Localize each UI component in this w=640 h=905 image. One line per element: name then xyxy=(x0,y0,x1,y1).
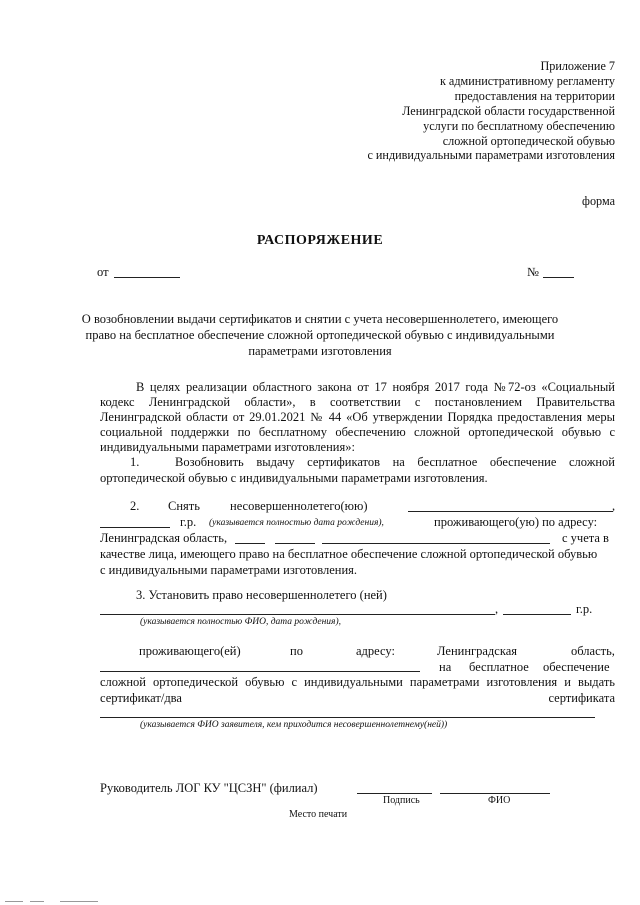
number-blank xyxy=(543,277,574,278)
item2-region: Ленинградская область, xyxy=(100,531,228,545)
scan-artifact xyxy=(5,901,23,902)
item2-living: проживающего(ую) по адресу: xyxy=(434,515,598,529)
item3-name-blank xyxy=(100,614,495,615)
item2-addr-blank-2 xyxy=(275,543,315,544)
subject-line: О возобновлении выдачи сертификатов и снятии с учета несовершеннолетего, имеющего xyxy=(81,312,559,326)
subject-line: параметрами изготовления xyxy=(248,344,392,358)
item3-addr-blank xyxy=(100,671,420,672)
item2-addr-blank-1 xyxy=(235,543,265,544)
stamp-place-label: Место печати xyxy=(289,809,348,820)
document-title: РАСПОРЯЖЕНИЕ xyxy=(256,233,384,248)
signature-head: Руководитель ЛОГ КУ "ЦСЗН" (филиал) xyxy=(100,781,318,795)
fio-label: ФИО xyxy=(488,795,511,806)
item1-line: ортопедической обувью с индивидуальными параметрами изготовления. xyxy=(100,471,488,485)
item2-s-ucheta: с учета в xyxy=(562,531,609,545)
item3-hint: (указывается полностью ФИО, дата рождения), xyxy=(140,617,342,627)
item3-po: по xyxy=(290,644,303,658)
item1-number: 1. xyxy=(130,455,140,469)
number-label: № xyxy=(527,265,539,279)
item3-region2: область, xyxy=(571,644,615,658)
item2-snyat: Снять xyxy=(168,499,200,513)
form-label: форма xyxy=(582,194,615,208)
date-blank xyxy=(114,277,180,278)
item3-gr: г.р. xyxy=(576,602,593,616)
header-line: предоставления на территории xyxy=(454,88,615,103)
intro-line: Ленинградской области от 29.01.2021 № 44 «Об утверждении Порядка предоставления меры xyxy=(100,410,615,424)
item3-obespechenie: обеспечение xyxy=(543,660,610,674)
item2-name-blank xyxy=(408,511,613,512)
item3-cert-left: сертификат/два xyxy=(100,691,182,705)
item3-address: адресу: xyxy=(356,644,395,658)
item3-living: проживающего(ей) xyxy=(139,644,241,658)
subject-line: право на бесплатное обеспечение сложной ортопедической обувью с индивидуальными xyxy=(85,328,555,342)
item3-line: сложной ортопедической обувью с индивидуальными параметрами изготовления и выдать xyxy=(100,675,615,689)
item3-cert-right: сертификата xyxy=(548,691,615,705)
comma: , xyxy=(495,602,499,616)
item2-line: с индивидуальными параметрами изготовления. xyxy=(100,563,358,577)
item2-gr: г.р. xyxy=(180,515,197,529)
item2-birth-blank xyxy=(100,527,170,528)
header-line: Ленинградской области государственной xyxy=(402,103,615,118)
scan-artifact xyxy=(30,901,44,902)
item3-besplatnoe: бесплатное xyxy=(469,660,529,674)
header-line: с индивидуальными параметрами изготовления xyxy=(367,148,615,163)
item3-applicant-blank xyxy=(100,717,595,718)
item3-region1: Ленинградская xyxy=(437,644,518,658)
intro-line: кодекс Ленинградской области», в соответствии с постановлением Правительства xyxy=(100,395,615,409)
date-label: от xyxy=(97,265,109,279)
intro-line: В целях реализации областного закона от 17 ноября 2017 года №72-оз «Социальный xyxy=(136,380,615,394)
comma: , xyxy=(612,499,616,513)
item2-number: 2. xyxy=(130,499,140,513)
item3-hint2: (указывается ФИО заявителя, кем приходится несовершеннолетнему(ней)) xyxy=(140,720,448,730)
subject xyxy=(0,311,640,359)
item2-minor: несовершеннолетего(юю) xyxy=(230,499,368,513)
item3-na: на xyxy=(439,660,452,674)
scan-artifact xyxy=(60,901,98,902)
item2-line: качестве лица, имеющего право на бесплатное обеспечение сложной ортопедической обувью xyxy=(100,547,598,561)
appendix-header xyxy=(255,59,615,163)
item3-birth-blank xyxy=(503,614,571,615)
intro-line: индивидуальными параметрами изготовления»: xyxy=(100,440,355,454)
header-line: Приложение 7 xyxy=(540,59,615,73)
signature-label: Подпись xyxy=(383,795,420,806)
header-line: сложной ортопедической обувью xyxy=(442,133,615,148)
intro-line: социальной поддержки по бесплатному обеспечению сложной ортопедической обувью с xyxy=(100,425,615,439)
signature-blank xyxy=(357,793,432,794)
fio-blank xyxy=(440,793,550,794)
item3-line: 3. Установить право несовершеннолетего (ней) xyxy=(136,588,387,602)
item2-hint: (указывается полностью дата рождения), xyxy=(209,518,384,528)
item2-addr-blank-3 xyxy=(322,543,550,544)
header-line: к административному регламенту xyxy=(439,73,615,88)
header-line: услуги по бесплатному обеспечению xyxy=(423,118,615,133)
item1-line: Возобновить выдачу сертификатов на бесплатное обеспечение сложной xyxy=(175,455,615,469)
